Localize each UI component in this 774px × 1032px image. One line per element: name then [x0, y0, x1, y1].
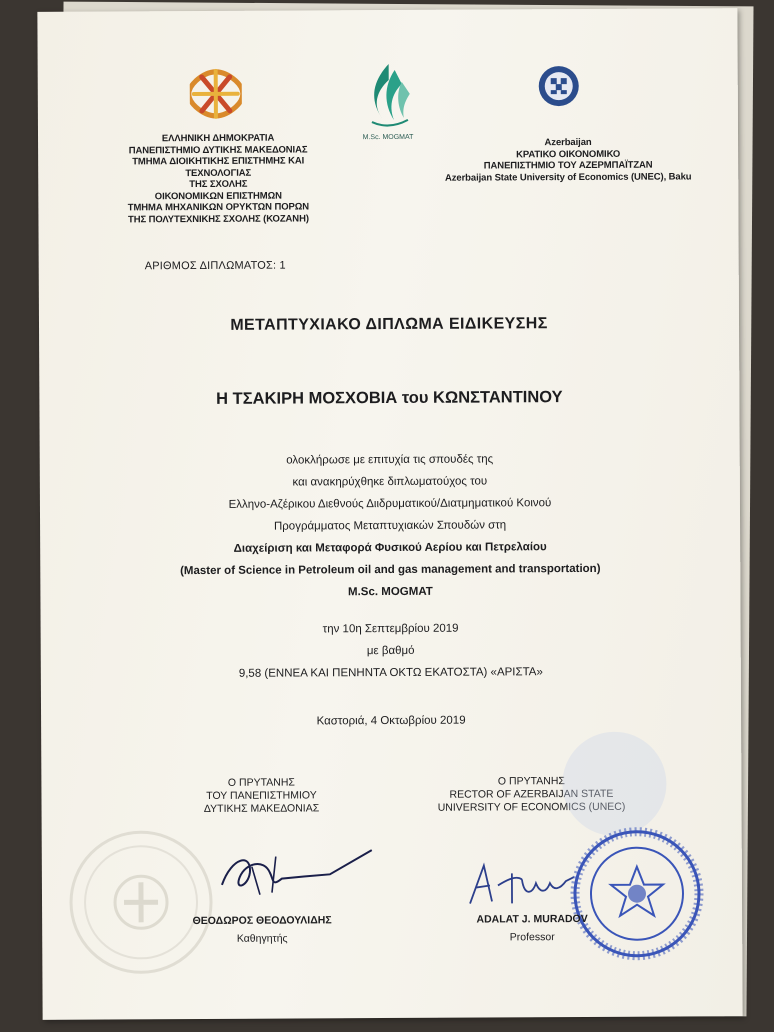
right-role-line: Ο ΠΡΥΤΑΝΗΣ	[497, 775, 565, 788]
body-line: Προγράμματος Μεταπτυχιακών Σπουδών στη	[273, 519, 507, 533]
diploma-title: ΜΕΤΑΠΤΥΧΙΑΚΟ ΔΙΠΛΩΜΑ ΕΙΔΙΚΕΥΣΗΣ	[230, 315, 548, 334]
left-institution-line: ΤΜΗΜΑ ΜΗΧΑΝΙΚΩΝ ΟΡΥΚΤΩΝ ΠΟΡΩΝ	[127, 201, 310, 214]
diploma-number: ΑΡΙΘΜΟΣ ΔΙΠΛΩΜΑΤΟΣ: 1	[144, 259, 286, 273]
left-signature-icon	[212, 836, 382, 907]
grade-label: με βαθμό	[366, 644, 415, 658]
right-signature-icon	[462, 855, 582, 916]
faint-stamp-icon	[549, 728, 680, 839]
place-date: Καστοριά, 4 Οκτωβρίου 2019	[316, 714, 466, 728]
left-role-line: Ο ΠΡΥΤΑΝΗΣ	[227, 776, 295, 789]
graduation-block	[81, 616, 701, 685]
body-line: ολοκλήρωσε με επιτυχία τις σπουδές της	[286, 453, 494, 467]
right-institution-line: ΠΑΝΕΠΙΣΤΗΜΙΟ ΤΟΥ ΑΖΕΡΜΠΑΪΤΖΑΝ	[483, 159, 653, 172]
body-line: και ανακηρύχθηκε διπλωματούχος του	[292, 475, 488, 489]
body-line: Ελληνο-Αζέρικου Διεθνούς Διιδρυματικού/Διατμηματικού Κοινού	[228, 497, 552, 511]
unec-emblem-icon	[537, 64, 581, 108]
left-role-line: ΤΟΥ ΠΑΝΕΠΙΣΤΗΜΙΟΥ	[206, 789, 317, 802]
mogmat-flame-logo-icon	[362, 60, 416, 132]
embossed-seal-icon	[66, 827, 217, 978]
diploma-body	[80, 447, 701, 604]
left-institution-line: ΤΗΣ ΠΟΛΥΤΕΧΝΙΚΗΣ ΣΧΟΛΗΣ (ΚΟΖΑΝΗ)	[127, 212, 309, 225]
mogmat-logo-label: M.Sc. MOGMAT	[362, 133, 414, 142]
left-institution-line: ΤΜΗΜΑ ΔΙΟΙΚΗΤΙΚΗΣ ΕΠΙΣΤΗΜΗΣ ΚΑΙ ΤΕΧΝΟΛΟΓΙΑΣ	[132, 155, 305, 179]
grade-value: 9,58 (ΕΝΝΕΑ ΚΑΙ ΠΕΝΗΝΤΑ ΟΚΤΩ ΕΚΑΤΟΣΤΑ) «ΑΡΙΣΤΑ»	[238, 666, 543, 680]
left-signatory-name: ΘΕΟΔΩΡΟΣ ΘΕΟΔΟΥΛΙΔΗΣ	[192, 914, 332, 928]
graduation-date: την 10η Σεπτεμβρίου 2019	[322, 622, 459, 636]
left-institution-line: ΠΑΝΕΠΙΣΤΗΜΙΟ ΔΥΤΙΚΗΣ ΜΑΚΕΔΟΝΙΑΣ	[128, 143, 308, 156]
left-institution-line: ΤΗΣ ΣΧΟΛΗΣ	[189, 178, 248, 191]
right-institution-line: Azerbaijan State University of Economics (UNEC), Baku	[444, 170, 692, 184]
right-institution-line: ΚΡΑΤΙΚΟ ΟΙΚΟΝΟΜΙΚΟ	[516, 148, 621, 160]
left-institution-line: ΕΛΛΗΝΙΚΗ ΔΗΜΟΚΡΑΤΙΑ	[161, 132, 275, 145]
diploma-page	[37, 8, 742, 1020]
right-signatory-name: ADALAT J. MURADOV	[476, 912, 588, 926]
recipient-name: Η ΤΣΑΚΙΡΗ ΜΟΣΧΟΒΙΑ του ΚΩΝΣΤΑΝΤΙΝΟΥ	[216, 388, 563, 408]
program-english: (Master of Science in Petroleum oil and gas management and transportation)	[180, 562, 601, 578]
left-institution-line: ΟΙΚΟΝΟΜΙΚΩΝ ΕΠΙΣΤΗΜΩΝ	[154, 190, 282, 202]
left-signatory-role	[161, 776, 361, 816]
right-institution-block	[438, 136, 698, 183]
right-role-line: RECTOR OF AZERBAIJAN STATE	[449, 787, 614, 801]
right-role-line: UNIVERSITY OF ECONOMICS (UNEC)	[437, 800, 626, 814]
right-signatory-title: Professor	[509, 931, 555, 944]
program-greek: Διαχείριση και Μεταφορά Φυσικού Αερίου και Πετρελαίου	[233, 541, 547, 555]
program-short: M.Sc. MOGMAT	[347, 585, 433, 599]
right-institution-line: Azerbaijan	[544, 136, 592, 149]
left-role-line: ΔΥΤΙΚΗΣ ΜΑΚΕΔΟΝΙΑΣ	[203, 802, 320, 815]
left-institution-block	[98, 132, 338, 225]
university-knot-logo-icon	[190, 69, 242, 119]
left-signatory-title: Καθηγητής	[236, 932, 288, 945]
